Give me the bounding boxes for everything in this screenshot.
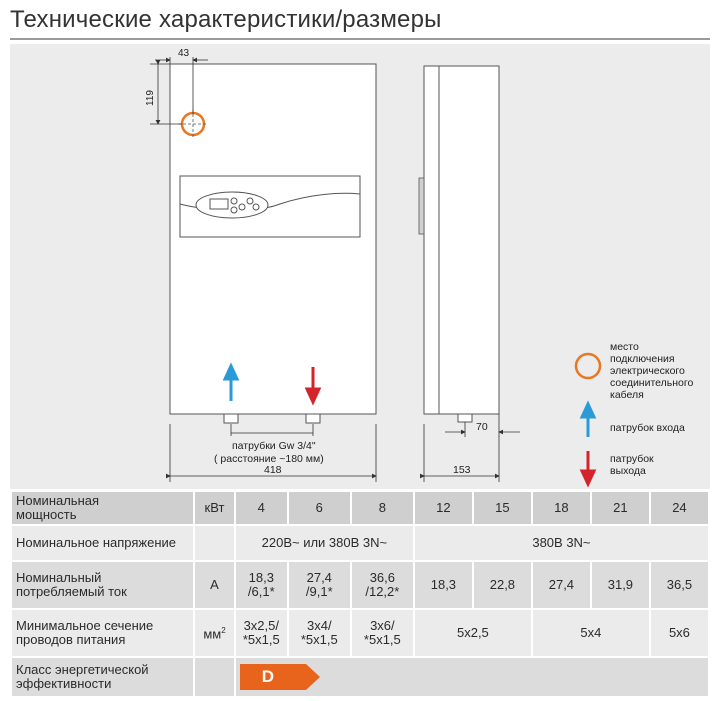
title-divider bbox=[10, 38, 710, 40]
display-oval bbox=[196, 192, 268, 218]
legend-cable-line: электрического bbox=[610, 365, 685, 377]
unit-cell bbox=[194, 657, 235, 697]
side-view bbox=[419, 66, 499, 422]
row-label: Класс энергетической эффективности bbox=[11, 657, 194, 697]
table-cell: 5х2,5 bbox=[414, 609, 532, 657]
side-nozzle bbox=[458, 414, 472, 422]
unit-cell: А bbox=[194, 561, 235, 609]
unit-cell bbox=[194, 525, 235, 561]
spec-table bbox=[10, 490, 710, 698]
table-cell: 5х4 bbox=[532, 609, 650, 657]
legend-cable-line: соединительного bbox=[610, 377, 694, 389]
table-cell: 6 bbox=[288, 491, 351, 525]
legend-outlet-line: патрубок bbox=[610, 453, 654, 465]
svg-text:43: 43 bbox=[178, 48, 190, 59]
nozzle-note-line-1: патрубки Gw 3/4" bbox=[232, 440, 316, 452]
nozzle-note-line-2: ( расстояние ~180 мм) bbox=[214, 453, 324, 465]
table-cell: 8 bbox=[351, 491, 414, 525]
table-cell: 27,4 bbox=[532, 561, 591, 609]
dimension-drawing bbox=[10, 44, 710, 489]
svg-text:70: 70 bbox=[476, 421, 488, 433]
table-row-current bbox=[11, 561, 709, 609]
table-cell bbox=[235, 657, 709, 697]
table-cell: 380В 3N~ bbox=[414, 525, 709, 561]
row-label: Номинальный потребляемый ток bbox=[11, 561, 194, 609]
page-title: Технические характеристики/размеры bbox=[10, 6, 442, 33]
legend-outlet-line: выхода bbox=[610, 465, 646, 477]
table-cell: 18 bbox=[532, 491, 591, 525]
table-row-voltage bbox=[11, 525, 709, 561]
inlet-legend-arrow-icon bbox=[582, 404, 594, 437]
table-cell: 15 bbox=[473, 491, 532, 525]
table-cell: 4 bbox=[235, 491, 288, 525]
table-cell: 12 bbox=[414, 491, 473, 525]
energy-class-badge bbox=[240, 664, 320, 690]
table-cell: 22,8 bbox=[473, 561, 532, 609]
table-cell: 220В~ или 380В 3N~ bbox=[235, 525, 414, 561]
table-cell: 5х6 bbox=[650, 609, 709, 657]
legend-cable-line: кабеля bbox=[610, 389, 644, 401]
dimension-418 bbox=[170, 424, 376, 482]
outlet-legend-arrow-icon bbox=[582, 451, 594, 484]
table-cell: 3х4/ *5х1,5 bbox=[288, 609, 351, 657]
unit-cell: кВт bbox=[194, 491, 235, 525]
table-cell: 27,4 /9,1* bbox=[288, 561, 351, 609]
table-cell: 21 bbox=[591, 491, 650, 525]
legend bbox=[576, 341, 693, 484]
table-cell: 3х6/ *5х1,5 bbox=[351, 609, 414, 657]
cable-connection-legend-icon bbox=[576, 354, 600, 378]
table-cell: 36,5 bbox=[650, 561, 709, 609]
table-cell: 3х2,5/ *5х1,5 bbox=[235, 609, 288, 657]
table-cell: 18,3 /6,1* bbox=[235, 561, 288, 609]
legend-inlet: патрубок входа bbox=[610, 422, 685, 434]
table-cell: 24 bbox=[650, 491, 709, 525]
svg-text:418: 418 bbox=[264, 464, 282, 476]
row-label: Минимальное сечение проводов питания bbox=[11, 609, 194, 657]
table-row-wire bbox=[11, 609, 709, 657]
svg-text:119: 119 bbox=[145, 90, 156, 106]
table-cell: 18,3 bbox=[414, 561, 473, 609]
table-row-power bbox=[11, 491, 709, 525]
dimension-153 bbox=[424, 424, 499, 482]
legend-cable-line: место bbox=[610, 341, 639, 353]
table-cell: 36,6 /12,2* bbox=[351, 561, 414, 609]
dimension-70 bbox=[445, 414, 520, 437]
row-label: Номинальное напряжение bbox=[11, 525, 194, 561]
table-row-efficiency bbox=[11, 657, 709, 697]
row-label: Номинальная мощность bbox=[11, 491, 194, 525]
inlet-nozzle bbox=[224, 414, 238, 423]
table-cell: 31,9 bbox=[591, 561, 650, 609]
dimension-drawing-panel bbox=[10, 44, 710, 489]
front-view bbox=[170, 64, 376, 423]
unit-cell: $мм^2$ bbox=[194, 609, 235, 657]
energy-class-letter: D bbox=[261, 667, 274, 686]
svg-text:153: 153 bbox=[453, 464, 471, 476]
legend-cable-line: подключения bbox=[610, 353, 675, 365]
outlet-nozzle bbox=[306, 414, 320, 423]
